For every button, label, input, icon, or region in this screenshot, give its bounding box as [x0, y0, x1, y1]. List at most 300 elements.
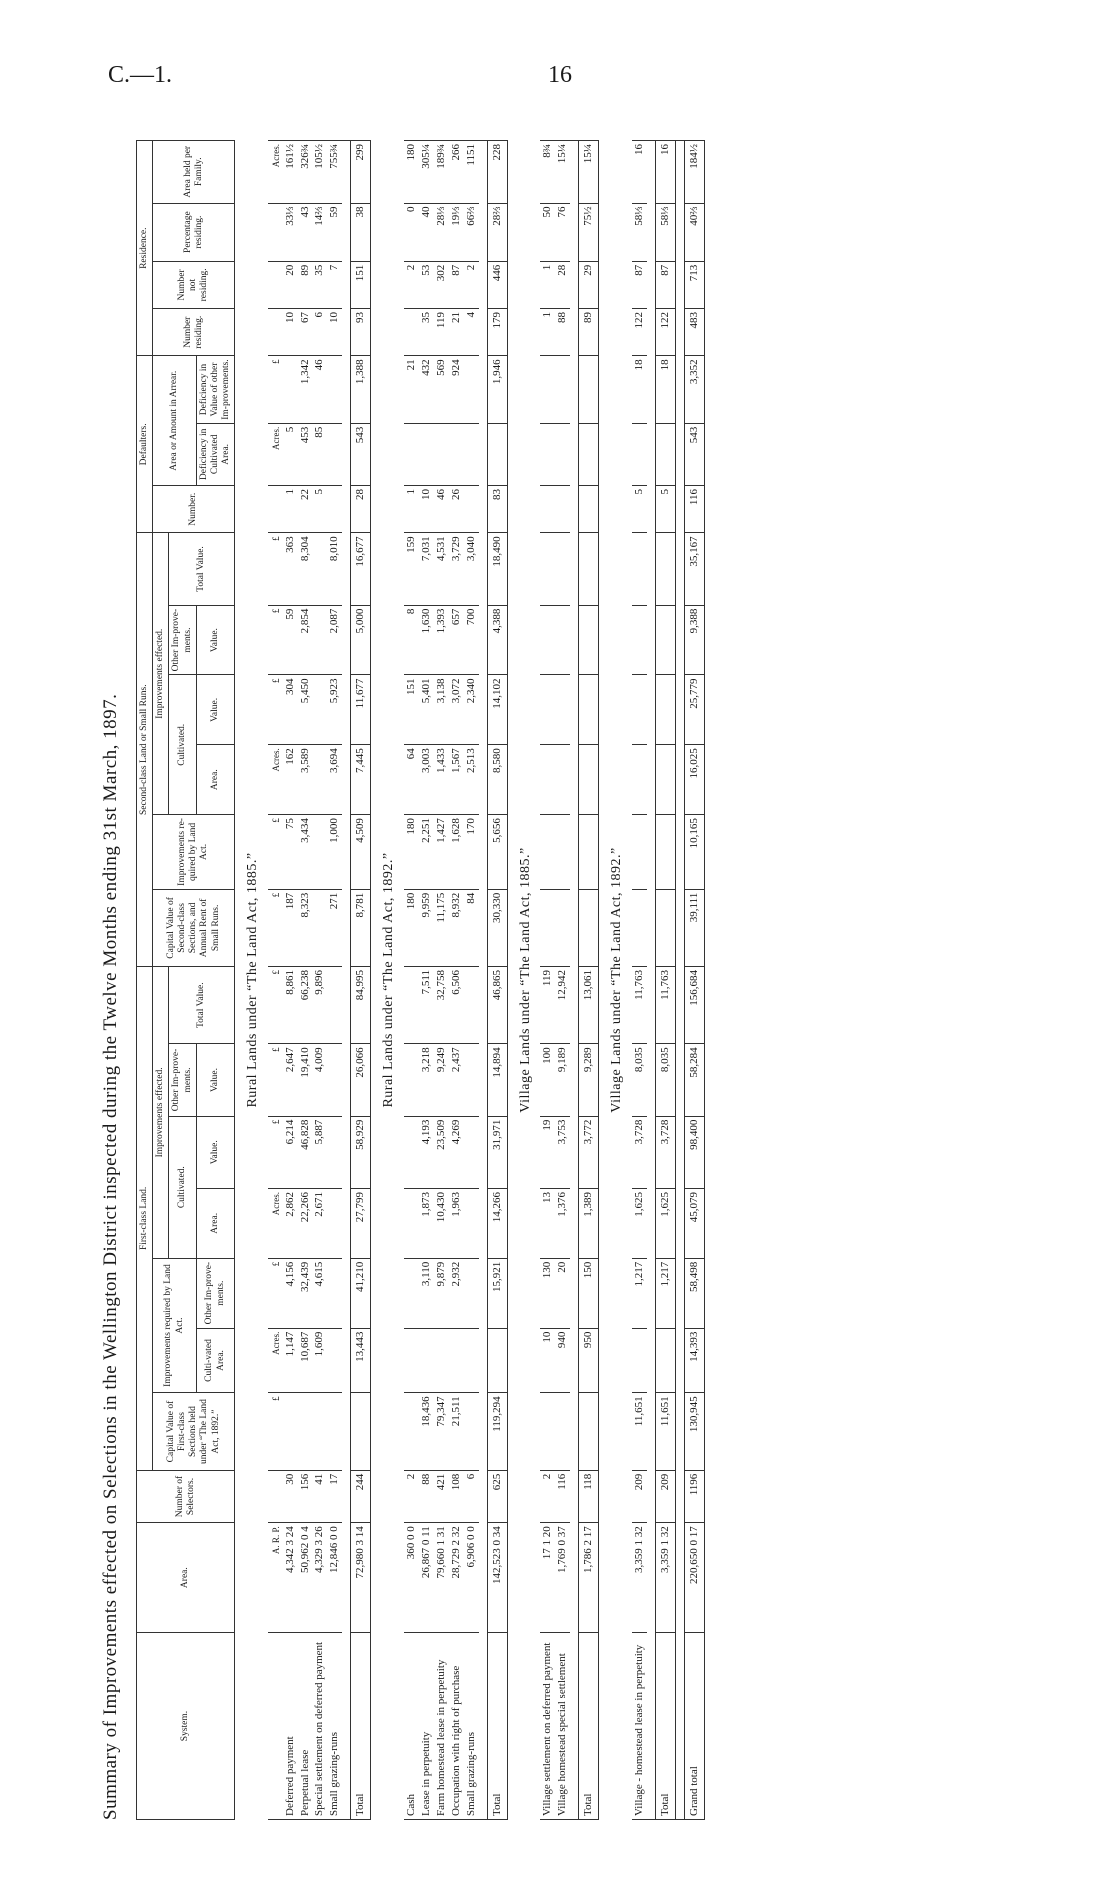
- table-row: [327, 141, 342, 1820]
- table-cell: 4,531: [434, 533, 449, 605]
- table-cell: [464, 1188, 479, 1258]
- table-cell: 657: [449, 605, 464, 675]
- table-cell: £: [268, 533, 283, 605]
- table-cell: 59: [283, 605, 298, 675]
- table-cell: 360 0 0: [404, 1523, 419, 1633]
- table-cell: 326¾: [298, 141, 313, 204]
- table-cell: 46: [312, 356, 327, 423]
- rotated-table-block: [100, 140, 1030, 1820]
- header-defaulters: Defaulters.: [137, 356, 153, 533]
- header-other-impr-req: Other Im-prove-ments.: [196, 1258, 235, 1328]
- header-impr-req-act: Improvements re-quired by Land Act.: [153, 815, 235, 890]
- table-cell: 59: [327, 203, 342, 261]
- spacer-cell: [675, 141, 684, 1820]
- table-cell: 19,410: [298, 1044, 313, 1116]
- page-number: 16: [548, 62, 572, 88]
- table-cell: 33⅓: [283, 203, 298, 261]
- table-cell: 46,865: [487, 967, 507, 1044]
- table-cell: 1,873: [419, 1188, 434, 1258]
- table-cell: 40: [419, 203, 434, 261]
- table-cell: 1,625: [632, 1188, 647, 1258]
- table-cell: 184½: [684, 141, 704, 204]
- table-cell: 483: [684, 309, 704, 356]
- table-cell: 17: [327, 1470, 342, 1523]
- table-cell: £: [268, 1393, 283, 1470]
- table-cell: 13,443: [351, 1328, 371, 1393]
- table-cell: 93: [351, 309, 371, 356]
- table-cell: 26,867 0 11: [419, 1523, 434, 1633]
- table-row: [312, 141, 327, 1820]
- table-cell: [632, 889, 647, 966]
- table-cell: 3,072: [449, 675, 464, 745]
- header-not-resid: Number not residing.: [153, 261, 235, 308]
- header-impr-effected-second: Improvements effected.: [153, 533, 169, 815]
- table-cell: [540, 745, 555, 815]
- table-cell: [655, 1328, 675, 1393]
- table-cell: [312, 605, 327, 675]
- header-area-family: Area held per Family.: [153, 141, 235, 204]
- table-cell: 3,359 1 32: [655, 1523, 675, 1633]
- table-cell: 29: [579, 261, 599, 308]
- table-cell: 100: [540, 1044, 555, 1116]
- table-cell: 271: [327, 889, 342, 966]
- table-cell: [464, 967, 479, 1044]
- table-cell: 122: [655, 309, 675, 356]
- table-cell: [487, 423, 507, 485]
- table-row: [434, 141, 449, 1820]
- table-cell: 28: [555, 261, 570, 308]
- table-cell: 39,111: [684, 889, 704, 966]
- table-cell: 75: [283, 815, 298, 890]
- table-cell: [555, 1393, 570, 1470]
- table-cell: 14,102: [487, 675, 507, 745]
- table-cell: 3,589: [298, 745, 313, 815]
- table-cell: 9,249: [434, 1044, 449, 1116]
- table-cell: 8,932: [449, 889, 464, 966]
- row-label: Farm homestead lease in perpetuity: [434, 1633, 449, 1820]
- row-label: Village homestead special settlement: [555, 1633, 570, 1820]
- table-cell: [655, 533, 675, 605]
- header-first-class: First-class Land.: [137, 967, 153, 1471]
- table-cell: 3,728: [655, 1116, 675, 1188]
- header-cultivated-second: Cultivated.: [169, 675, 196, 815]
- table-cell: [540, 1393, 555, 1470]
- table-cell: 713: [684, 261, 704, 308]
- total-label: Total: [655, 1633, 675, 1820]
- table-cell: 28: [351, 486, 371, 533]
- table-cell: 1151: [464, 141, 479, 204]
- table-cell: 7,445: [351, 745, 371, 815]
- table-cell: [404, 1328, 419, 1393]
- table-cell: 209: [632, 1470, 647, 1523]
- section-heading-row: [235, 141, 268, 1820]
- table-cell: 10,430: [434, 1188, 449, 1258]
- table-cell: 30,330: [487, 889, 507, 966]
- table-cell: 2,862: [283, 1188, 298, 1258]
- header-area: Area.: [137, 1523, 235, 1633]
- table-cell: 3,359 1 32: [632, 1523, 647, 1633]
- table-cell: 10: [283, 309, 298, 356]
- table-cell: 58⅓: [655, 203, 675, 261]
- table-cell: [268, 1470, 283, 1523]
- table-cell: 1,427: [434, 815, 449, 890]
- table-cell: 58,498: [684, 1258, 704, 1328]
- table-cell: 1: [404, 486, 419, 533]
- table-cell: 1,217: [655, 1258, 675, 1328]
- table-cell: 14⅔: [312, 203, 327, 261]
- total-row: [351, 141, 371, 1820]
- table-cell: 75½: [579, 203, 599, 261]
- row-label: Cash: [404, 1633, 419, 1820]
- spacer-cell: [479, 141, 488, 1820]
- table-row: [464, 141, 479, 1820]
- table-cell: 3,694: [327, 745, 342, 815]
- table-cell: 20: [555, 1258, 570, 1328]
- table-cell: [404, 423, 419, 485]
- table-cell: 4,342 3 24: [283, 1523, 298, 1633]
- table-cell: 58,284: [684, 1044, 704, 1116]
- table-cell: [487, 1328, 507, 1393]
- table-cell: 1,393: [434, 605, 449, 675]
- table-cell: [540, 605, 555, 675]
- units-row: [268, 141, 283, 1820]
- row-label: Occupation with right of purchase: [449, 1633, 464, 1820]
- table-cell: 13: [540, 1188, 555, 1258]
- table-cell: 12,846 0 0: [327, 1523, 342, 1633]
- table-cell: 3,729: [449, 533, 464, 605]
- table-cell: 187: [283, 889, 298, 966]
- table-cell: 5: [632, 486, 647, 533]
- table-cell: 924: [449, 356, 464, 423]
- table-cell: [540, 423, 555, 485]
- table-cell: 2: [540, 1470, 555, 1523]
- table-cell: 170: [464, 815, 479, 890]
- table-cell: 89: [298, 261, 313, 308]
- table-cell: 1,946: [487, 356, 507, 423]
- spacer-row: [647, 141, 656, 1820]
- table-cell: 162: [283, 745, 298, 815]
- table-cell: [449, 423, 464, 485]
- table-cell: 9,879: [434, 1258, 449, 1328]
- total-row: [655, 141, 675, 1820]
- table-cell: 220,650 0 17: [684, 1523, 704, 1633]
- table-cell: 453: [298, 423, 313, 485]
- table-cell: 72,980 3 14: [351, 1523, 371, 1633]
- header-cap-value-first: Capital Value of First-class Sections held under “The Land Act, 1892.”: [153, 1393, 235, 1470]
- table-cell: [579, 486, 599, 533]
- table-cell: 5,923: [327, 675, 342, 745]
- table-cell: 189¾: [434, 141, 449, 204]
- table-cell: [434, 1328, 449, 1393]
- table-cell: 209: [655, 1470, 675, 1523]
- table-cell: [579, 675, 599, 745]
- table-cell: 30: [283, 1470, 298, 1523]
- table-cell: 1,389: [579, 1188, 599, 1258]
- table-cell: 156: [298, 1470, 313, 1523]
- table-cell: 1196: [684, 1470, 704, 1523]
- table-cell: 64: [404, 745, 419, 815]
- table-cell: 266: [449, 141, 464, 204]
- table-cell: 3,728: [632, 1116, 647, 1188]
- table-cell: [268, 203, 283, 261]
- table-cell: 950: [579, 1328, 599, 1393]
- table-cell: 53: [419, 261, 434, 308]
- header-value-other-second: Value.: [196, 605, 235, 675]
- header-value-first: Value.: [196, 1116, 235, 1188]
- table-cell: [555, 423, 570, 485]
- table-cell: 28⅔: [487, 203, 507, 261]
- table-cell: 180: [404, 141, 419, 204]
- table-header: [137, 141, 235, 1820]
- table-cell: [419, 423, 434, 485]
- table-cell: 41: [312, 1470, 327, 1523]
- table-cell: [327, 1116, 342, 1188]
- table-cell: 180: [404, 889, 419, 966]
- table-cell: [632, 815, 647, 890]
- table-cell: 6,506: [449, 967, 464, 1044]
- table-cell: [579, 605, 599, 675]
- table-cell: [655, 889, 675, 966]
- table-cell: £: [268, 605, 283, 675]
- table-cell: [327, 1044, 342, 1116]
- spacer-row: [675, 141, 684, 1820]
- header-selectors: Number of Selectors.: [137, 1470, 235, 1523]
- table-cell: [298, 1393, 313, 1470]
- header-cap-value-second: Capital Value of Second-class Sections, and Annual Rent of Small Runs.: [153, 889, 235, 966]
- table-cell: 8,781: [351, 889, 371, 966]
- table-cell: [464, 1116, 479, 1188]
- table-cell: 25,779: [684, 675, 704, 745]
- table-cell: 8,323: [298, 889, 313, 966]
- table-cell: 2,671: [312, 1188, 327, 1258]
- table-cell: [579, 745, 599, 815]
- table-row: [540, 141, 555, 1820]
- table-cell: 0: [404, 203, 419, 261]
- table-cell: 38: [351, 203, 371, 261]
- table-cell: £: [268, 815, 283, 890]
- table-cell: 299: [351, 141, 371, 204]
- table-cell: 10: [327, 309, 342, 356]
- table-cell: [555, 356, 570, 423]
- table-cell: 5: [655, 486, 675, 533]
- table-cell: 11,175: [434, 889, 449, 966]
- table-cell: [464, 423, 479, 485]
- table-cell: 9,189: [555, 1044, 570, 1116]
- table-cell: 26,066: [351, 1044, 371, 1116]
- table-cell: 76: [555, 203, 570, 261]
- table-cell: 21: [449, 309, 464, 356]
- table-cell: 2: [464, 261, 479, 308]
- table-cell: 569: [434, 356, 449, 423]
- table-cell: 31,971: [487, 1116, 507, 1188]
- table-cell: 1,433: [434, 745, 449, 815]
- table-cell: 41,210: [351, 1258, 371, 1328]
- table-cell: 8,010: [327, 533, 342, 605]
- table-cell: 4,509: [351, 815, 371, 890]
- table-cell: 8,580: [487, 745, 507, 815]
- header-residence: Residence.: [137, 141, 153, 356]
- table-cell: 8,035: [655, 1044, 675, 1116]
- table-cell: 14,894: [487, 1044, 507, 1116]
- table-cell: 244: [351, 1470, 371, 1523]
- table-cell: 1,786 2 17: [579, 1523, 599, 1633]
- table-cell: 151: [404, 675, 419, 745]
- table-cell: £: [268, 1258, 283, 1328]
- table-cell: [404, 1393, 419, 1470]
- table-cell: [655, 675, 675, 745]
- table-cell: 16,025: [684, 745, 704, 815]
- table-cell: [464, 1393, 479, 1470]
- header-def-cult: Deficiency in Cultivated Area.: [196, 423, 235, 485]
- table-cell: [327, 1258, 342, 1328]
- spacer-cell: [570, 141, 579, 1820]
- table-cell: 2,340: [464, 675, 479, 745]
- table-cell: [579, 1393, 599, 1470]
- table-cell: 8,035: [632, 1044, 647, 1116]
- table-cell: [540, 486, 555, 533]
- row-label: Small grazing-runs: [464, 1633, 479, 1820]
- table-cell: 3,772: [579, 1116, 599, 1188]
- table-cell: [327, 423, 342, 485]
- section-heading-row: [599, 141, 632, 1820]
- table-cell: 16,677: [351, 533, 371, 605]
- table-cell: 15,921: [487, 1258, 507, 1328]
- table-cell: [404, 309, 419, 356]
- table-cell: 940: [555, 1328, 570, 1393]
- table-cell: 11,651: [655, 1393, 675, 1470]
- table-cell: 5,656: [487, 815, 507, 890]
- header-def-number: Number.: [153, 486, 235, 533]
- table-cell: [312, 889, 327, 966]
- table-cell: 2,932: [449, 1258, 464, 1328]
- table-cell: [555, 486, 570, 533]
- table-cell: [555, 675, 570, 745]
- document-code: C.—1.: [108, 62, 173, 88]
- table-cell: 46,828: [298, 1116, 313, 1188]
- table-cell: 108: [449, 1470, 464, 1523]
- header-pct-resid: Percentage residing.: [153, 203, 235, 261]
- row-label: Deferred payment: [283, 1633, 298, 1820]
- table-cell: 8,861: [283, 967, 298, 1044]
- table-cell: 58⅓: [632, 203, 647, 261]
- table-cell: 79,347: [434, 1393, 449, 1470]
- table-cell: [351, 1393, 371, 1470]
- table-row: [298, 141, 313, 1820]
- table-cell: [327, 1188, 342, 1258]
- table-cell: [555, 533, 570, 605]
- table-cell: 17 1 20: [540, 1523, 555, 1633]
- table-cell: [312, 1393, 327, 1470]
- table-cell: £: [268, 675, 283, 745]
- table-cell: 8,304: [298, 533, 313, 605]
- table-cell: [404, 1044, 419, 1116]
- table-cell: 2: [404, 261, 419, 308]
- header-value-other-first: Value.: [196, 1044, 235, 1116]
- table-cell: 28,729 2 32: [449, 1523, 464, 1633]
- table-cell: 14,393: [684, 1328, 704, 1393]
- table-cell: 13,061: [579, 967, 599, 1044]
- table-cell: 156,684: [684, 967, 704, 1044]
- summary-table: [136, 140, 705, 1820]
- header-other-impr-first: Other Im-prove-ments.: [169, 1044, 196, 1116]
- table-cell: 1,963: [449, 1188, 464, 1258]
- table-cell: 66⅔: [464, 203, 479, 261]
- section-heading: Village Lands under “The Land Act, 1885.”: [517, 847, 533, 1113]
- table-cell: 45,079: [684, 1188, 704, 1258]
- table-cell: 6: [312, 309, 327, 356]
- table-cell: [632, 1328, 647, 1393]
- table-cell: 84: [464, 889, 479, 966]
- table-cell: 700: [464, 605, 479, 675]
- table-cell: 2,647: [283, 1044, 298, 1116]
- total-label: Total: [579, 1633, 599, 1820]
- table-cell: 27,799: [351, 1188, 371, 1258]
- table-cell: 67: [298, 309, 313, 356]
- table-cell: 2,437: [449, 1044, 464, 1116]
- table-cell: [579, 889, 599, 966]
- table-cell: 88: [419, 1470, 434, 1523]
- total-label: Total: [351, 1633, 371, 1820]
- spacer-row: [479, 141, 488, 1820]
- table-cell: 755¾: [327, 141, 342, 204]
- table-cell: 87: [632, 261, 647, 308]
- header-total-value-second: Total Value.: [169, 533, 235, 605]
- table-cell: 2,251: [419, 815, 434, 890]
- table-cell: [404, 1258, 419, 1328]
- header-cultivated-first: Cultivated.: [169, 1116, 196, 1258]
- table-cell: 142,523 0 34: [487, 1523, 507, 1633]
- table-cell: Acres.: [268, 141, 283, 204]
- table-cell: 46: [434, 486, 449, 533]
- table-cell: [419, 1328, 434, 1393]
- table-cell: 21: [404, 356, 419, 423]
- table-cell: 22,266: [298, 1188, 313, 1258]
- table-cell: 20: [283, 261, 298, 308]
- table-cell: [632, 745, 647, 815]
- table-cell: [312, 745, 327, 815]
- table-cell: 1,217: [632, 1258, 647, 1328]
- header-impr-effected-first: Improvements effected.: [153, 967, 169, 1259]
- header-area-second: Area.: [196, 745, 235, 815]
- table-cell: 10,687: [298, 1328, 313, 1393]
- table-cell: Acres.: [268, 1328, 283, 1393]
- table-cell: 2,854: [298, 605, 313, 675]
- table-cell: 179: [487, 309, 507, 356]
- table-cell: 161½: [283, 141, 298, 204]
- table-cell: 11,677: [351, 675, 371, 745]
- table-cell: 3,753: [555, 1116, 570, 1188]
- spacer-row: [342, 141, 351, 1820]
- table-cell: 2,087: [327, 605, 342, 675]
- table-cell: [632, 423, 647, 485]
- row-label: Village settlement on deferred payment: [540, 1633, 555, 1820]
- table-cell: 10,165: [684, 815, 704, 890]
- header-other-impr-second: Other Im-prove-ments.: [169, 605, 196, 675]
- table-cell: 4,329 3 26: [312, 1523, 327, 1633]
- table-cell: 1,342: [298, 356, 313, 423]
- table-cell: 180: [404, 815, 419, 890]
- table-row: [555, 141, 570, 1820]
- table-cell: 8¾: [540, 141, 555, 204]
- table-cell: 4: [464, 309, 479, 356]
- table-cell: [540, 675, 555, 745]
- table-cell: 6,906 0 0: [464, 1523, 479, 1633]
- table-cell: 1,000: [327, 815, 342, 890]
- table-cell: 89: [579, 309, 599, 356]
- table-cell: [632, 675, 647, 745]
- table-cell: 1,388: [351, 356, 371, 423]
- table-cell: 5,887: [312, 1116, 327, 1188]
